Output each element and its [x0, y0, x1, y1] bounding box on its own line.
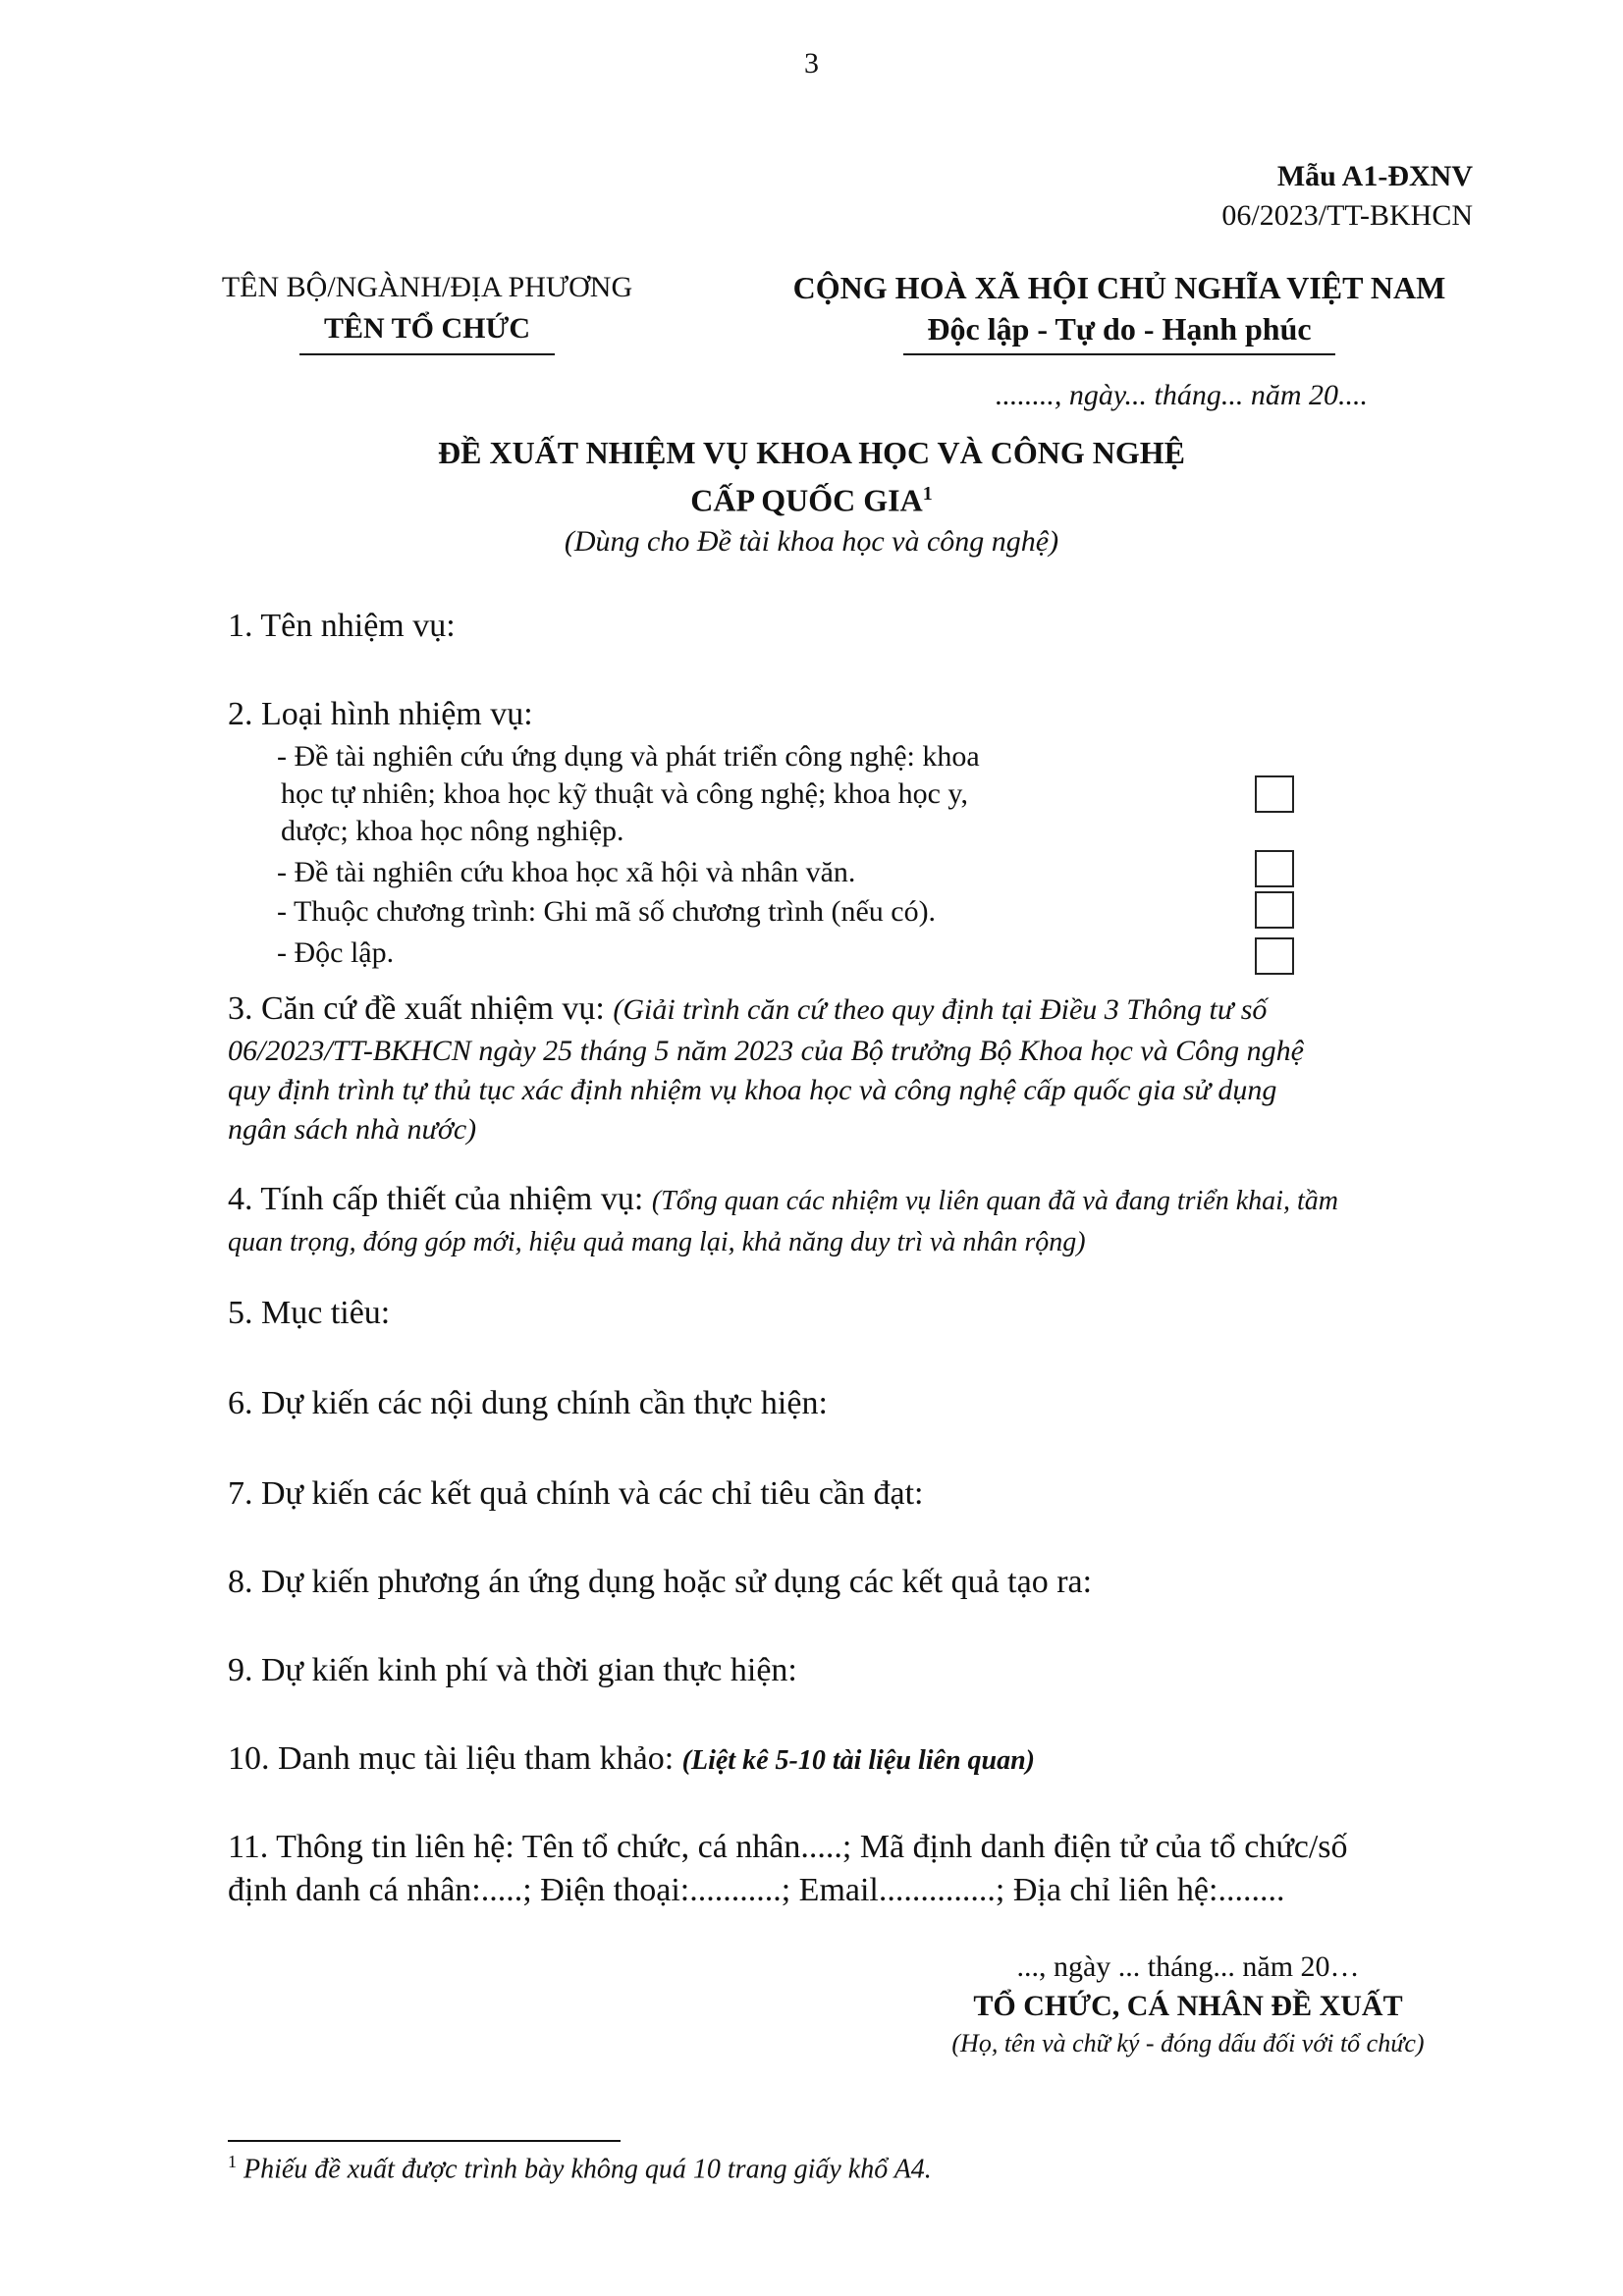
item-5: 5. Mục tiêu:	[228, 1295, 391, 1331]
page-number: 3	[804, 47, 819, 80]
header-right	[756, 267, 1483, 355]
header-left	[167, 267, 687, 355]
item-3-note-1: (Giải trình căn cứ theo quy định tại Điều 3 Thông tư số	[613, 993, 1268, 1026]
item-4-note-2: quan trọng, đóng góp mới, hiệu quả mang lại, khả năng duy trì và nhân rộng)	[228, 1227, 1086, 1257]
signature-title: TỔ CHỨC, CÁ NHÂN ĐỀ XUẤT	[973, 1990, 1403, 2022]
motto-wrap	[903, 308, 1335, 355]
item-3-note-3: quy định trình tự thủ tục xác định nhiệm vụ khoa học và công nghệ cấp quốc gia sử dụng	[228, 1074, 1277, 1106]
item-3-note-4: ngân sách nhà nước)	[228, 1113, 477, 1146]
document-title	[0, 432, 1623, 562]
item-11-line-1: 11. Thông tin liên hệ: Tên tổ chức, cá nhân.....; Mã định danh điện tử của tổ chức/số	[228, 1829, 1348, 1865]
checkbox-social-science[interactable]	[1255, 850, 1294, 887]
form-circular: 06/2023/TT-BKHCN	[1221, 199, 1473, 232]
item-3-note-2: 06/2023/TT-BKHCN ngày 25 tháng 5 năm 2023 của Bộ trưởng Bộ Khoa học và Công nghệ	[228, 1035, 1304, 1067]
checkbox-applied-research[interactable]	[1255, 775, 1294, 813]
item-2-sub-3: - Thuộc chương trình: Ghi mã số chương trình (nếu có).	[277, 895, 937, 928]
organization-underline	[299, 353, 555, 355]
item-8: 8. Dự kiến phương án ứng dụng hoặc sử dụng các kết quả tạo ra:	[228, 1564, 1093, 1600]
organization-name-wrap	[299, 308, 555, 355]
footnote-marker: 1	[228, 2152, 237, 2171]
checkbox-program[interactable]	[1255, 891, 1294, 929]
form-code: Mẫu A1-ĐXNV	[1276, 160, 1473, 192]
title-footnote-marker: 1	[922, 483, 933, 505]
national-motto: Độc lập - Tự do - Hạnh phúc	[927, 311, 1312, 347]
checkbox-independent[interactable]	[1255, 937, 1294, 975]
title-line-1: ĐỀ XUẤT NHIỆM VỤ KHOA HỌC VÀ CÔNG NGHỆ	[438, 435, 1185, 470]
title-line-2: CẤP QUỐC GIA	[690, 482, 923, 518]
item-7: 7. Dự kiến các kết quả chính và các chỉ tiêu cần đạt:	[228, 1475, 924, 1512]
item-2-sub-1-line-2: học tự nhiên; khoa học kỹ thuật và công nghệ; khoa học y,	[281, 777, 968, 810]
item-9: 9. Dự kiến kinh phí và thời gian thực hiện:	[228, 1652, 797, 1688]
footnote-rule	[228, 2140, 621, 2142]
item-2-sub-4: - Độc lập.	[277, 936, 395, 969]
item-4	[228, 1178, 1494, 1262]
item-11-line-2: định danh cá nhân:.....; Điện thoại:...........; Email..............; Địa chỉ liên hệ:........	[228, 1872, 1285, 1908]
title-line-2-wrap	[0, 473, 1623, 521]
item-10-note: (Liệt kê 5-10 tài liệu liên quan)	[681, 1745, 1035, 1776]
item-11	[228, 1826, 1504, 1912]
signature-date: ..., ngày ... tháng... năm 20…	[1016, 1950, 1360, 1983]
footnote	[228, 2152, 932, 2185]
footnote-text: Phiếu đề xuất được trình bày không quá 10 trang giấy khổ A4.	[237, 2154, 932, 2185]
item-2-sub-1-line-1: - Đề tài nghiên cứu ứng dụng và phát triển công nghệ: khoa	[277, 740, 980, 773]
item-3	[228, 988, 1494, 1149]
signature-block	[854, 1948, 1522, 2061]
country-name: CỘNG HOÀ XÃ HỘI CHỦ NGHĨA VIỆT NAM	[792, 270, 1446, 305]
item-4-note-1: (Tổng quan các nhiệm vụ liên quan đã và đang triển khai, tầm	[651, 1186, 1338, 1216]
item-6: 6. Dự kiến các nội dung chính cần thực hiện:	[228, 1385, 828, 1421]
signature-hint: (Họ, tên và chữ ký - đóng dấu đối với tổ chức)	[951, 2029, 1425, 2057]
ministry-name: TÊN BỘ/NGÀNH/ĐỊA PHƯƠNG	[221, 271, 633, 303]
item-2-sub-1	[277, 738, 980, 850]
organization-name: TÊN TỔ CHỨC	[323, 312, 531, 345]
item-4-label: 4. Tính cấp thiết của nhiệm vụ:	[228, 1181, 644, 1217]
item-2-sub-1-line-3: dược; khoa học nông nghiệp.	[281, 815, 624, 847]
item-1: 1. Tên nhiệm vụ:	[228, 608, 456, 644]
motto-underline	[903, 353, 1335, 355]
title-subtitle: (Dùng cho Đề tài khoa học và công nghệ)	[564, 524, 1059, 558]
item-10-label: 10. Danh mục tài liệu tham khảo:	[228, 1740, 675, 1777]
item-10	[228, 1737, 1035, 1783]
form-code-block	[1221, 157, 1473, 236]
item-2-sub-2: - Đề tài nghiên cứu khoa học xã hội và nhân văn.	[277, 856, 856, 888]
date-line: ........, ngày... tháng... năm 20....	[995, 379, 1368, 411]
item-2: 2. Loại hình nhiệm vụ:	[228, 696, 533, 732]
item-3-label: 3. Căn cứ đề xuất nhiệm vụ:	[228, 990, 605, 1027]
